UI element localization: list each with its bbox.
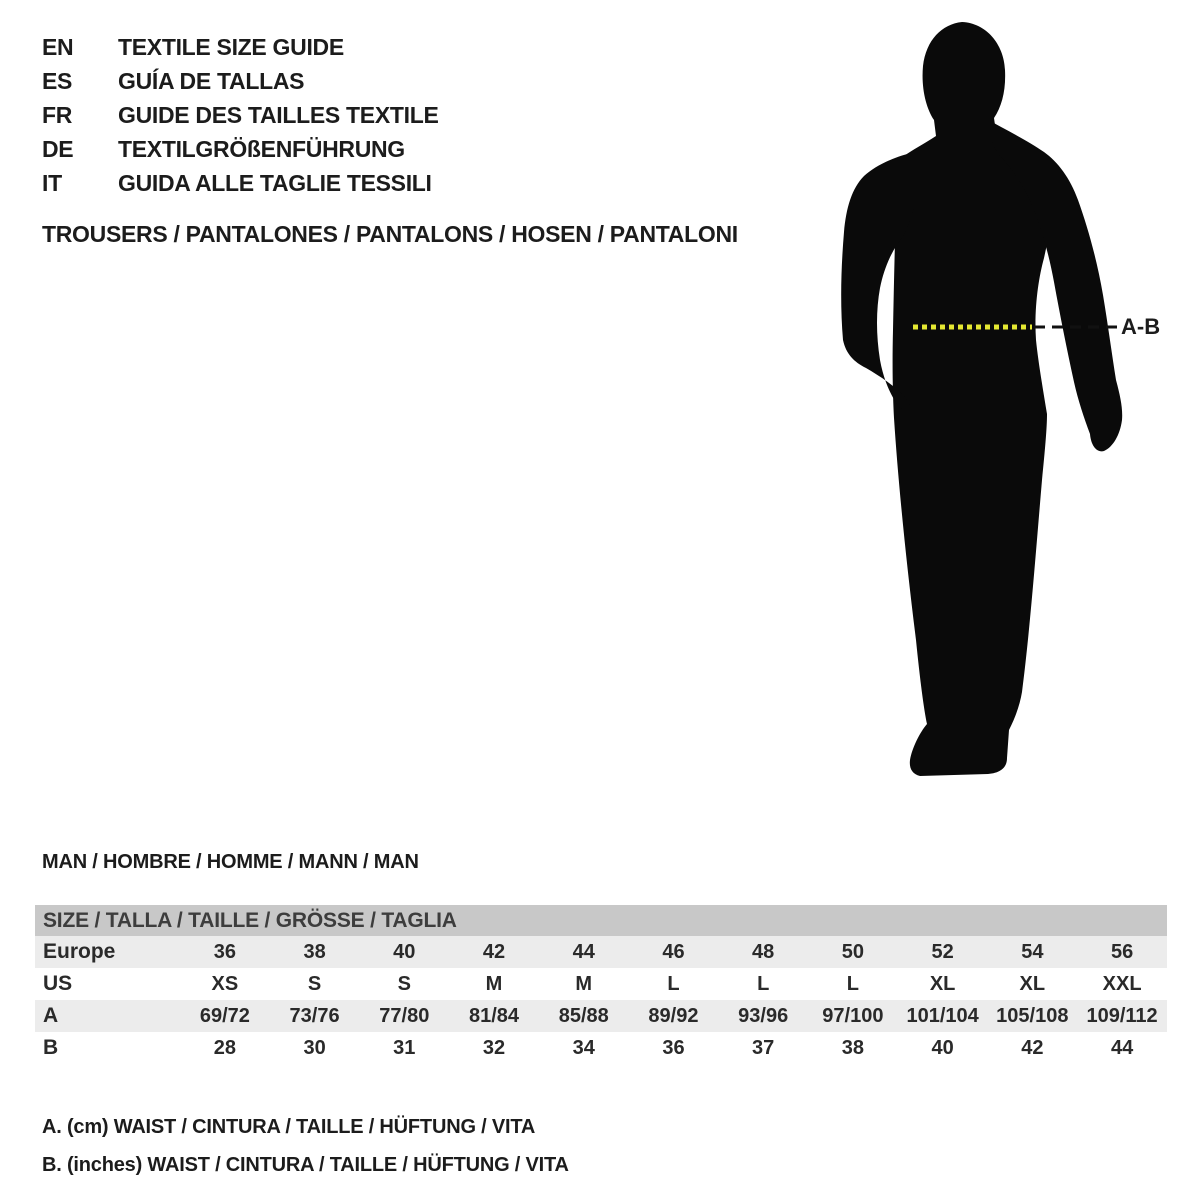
language-row-fr: [42, 98, 439, 132]
language-label: GUIDE DES TAILLES TEXTILE: [118, 101, 439, 128]
cell: XL: [898, 968, 988, 1000]
footnote-b-inches: B. (inches) WAIST / CINTURA / TAILLE / HÜFTUNG / VITA: [42, 1154, 569, 1176]
table-row-a-cm: [35, 1000, 1167, 1032]
language-label: TEXTILGRÖßENFÜHRUNG: [118, 135, 405, 162]
cell: 85/88: [539, 1000, 629, 1032]
section-title-man: MAN / HOMBRE / HOMME / MANN / MAN: [42, 851, 419, 873]
cell: S: [270, 968, 360, 1000]
cell: 77/80: [359, 1000, 449, 1032]
cell: 44: [539, 936, 629, 968]
language-code: FR: [42, 101, 73, 128]
size-table: [35, 905, 1167, 1064]
language-row-de: [42, 132, 439, 166]
man-silhouette-icon: [820, 10, 1180, 790]
silhouette-body-shape: [893, 22, 1054, 776]
cell: 40: [898, 1032, 988, 1064]
cell: 89/92: [629, 1000, 719, 1032]
language-code: EN: [42, 33, 74, 60]
language-code: DE: [42, 135, 74, 162]
cell: L: [808, 968, 898, 1000]
size-table-header-row: [35, 905, 1167, 936]
cell: 44: [1077, 1032, 1167, 1064]
cell: 56: [1077, 936, 1167, 968]
language-row-es: [42, 64, 439, 98]
cell: 38: [270, 936, 360, 968]
cell: 38: [808, 1032, 898, 1064]
cell: M: [539, 968, 629, 1000]
cell: 36: [629, 1032, 719, 1064]
cell: 69/72: [180, 1000, 270, 1032]
cell: 50: [808, 936, 898, 968]
cell: XS: [180, 968, 270, 1000]
category-title: TROUSERS / PANTALONES / PANTALONS / HOSEN / PANTALONI: [42, 221, 738, 247]
cell: 31: [359, 1032, 449, 1064]
cell: 105/108: [987, 1000, 1077, 1032]
cell: XL: [987, 968, 1077, 1000]
language-code: IT: [42, 169, 62, 196]
cell: L: [629, 968, 719, 1000]
language-label: GUÍA DE TALLAS: [118, 67, 305, 94]
language-list: [42, 30, 439, 200]
row-label: Europe: [35, 936, 180, 968]
cell: 93/96: [718, 1000, 808, 1032]
table-row-europe: [35, 936, 1167, 968]
row-label: US: [35, 968, 180, 1000]
cell: 34: [539, 1032, 629, 1064]
cell: 28: [180, 1032, 270, 1064]
cell: 54: [987, 936, 1077, 968]
waist-measure-label: A-B: [1121, 314, 1161, 339]
cell: 109/112: [1077, 1000, 1167, 1032]
row-label: B: [35, 1032, 180, 1064]
language-row-it: [42, 166, 439, 200]
cell: S: [359, 968, 449, 1000]
table-row-us: [35, 968, 1167, 1000]
cell: L: [718, 968, 808, 1000]
cell: 37: [718, 1032, 808, 1064]
language-row-en: [42, 30, 439, 64]
cell: 42: [987, 1032, 1077, 1064]
cell: 73/76: [270, 1000, 360, 1032]
cell: 101/104: [898, 1000, 988, 1032]
cell: M: [449, 968, 539, 1000]
cell: 52: [898, 936, 988, 968]
cell: 40: [359, 936, 449, 968]
footnote-a-cm: A. (cm) WAIST / CINTURA / TAILLE / HÜFTUNG / VITA: [42, 1116, 536, 1138]
cell: 46: [629, 936, 719, 968]
language-code: ES: [42, 67, 73, 94]
cell: 30: [270, 1032, 360, 1064]
cell: 48: [718, 936, 808, 968]
size-table-header: SIZE / TALLA / TAILLE / GRÖSSE / TAGLIA: [35, 905, 1167, 936]
cell: 36: [180, 936, 270, 968]
man-silhouette-figure: [820, 10, 1180, 790]
table-row-b-inches: [35, 1032, 1167, 1064]
cell: 32: [449, 1032, 539, 1064]
cell: 97/100: [808, 1000, 898, 1032]
cell: 81/84: [449, 1000, 539, 1032]
row-label: A: [35, 1000, 180, 1032]
cell: XXL: [1077, 968, 1167, 1000]
language-label: TEXTILE SIZE GUIDE: [118, 33, 344, 60]
cell: 42: [449, 936, 539, 968]
language-label: GUIDA ALLE TAGLIE TESSILI: [118, 169, 432, 196]
footnotes: [42, 1108, 569, 1184]
